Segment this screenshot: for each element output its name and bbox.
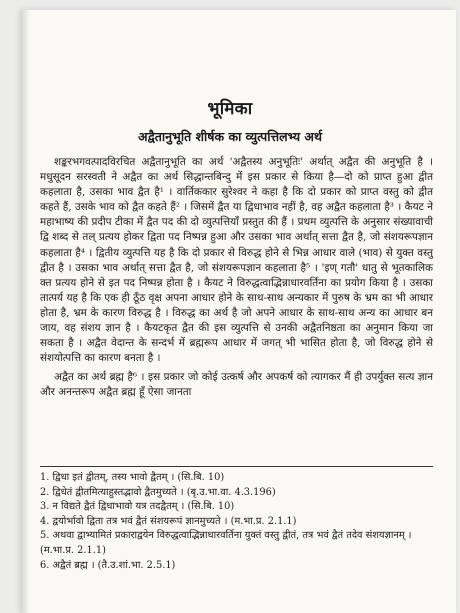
footnote: 1. द्विधा इतं द्वीतम्, तस्य भावो द्वैतम् । (सि.बि. 10) <box>40 472 225 483</box>
footnote: 6. अद्वैतं ब्रह्म । (तै.उ.शां.भा. 2.5.1) <box>40 559 176 571</box>
paragraph: शङ्करभगवत्पादविरचित अद्वैतानुभूति का अर्थ 'अद्वैतस्य अनुभूतिः' अर्थात् अद्वैत की अनुभूति है । मधुसूदन सरस्वती ने अद्वैत का अर्थ सिद्धान्तबिन्दु में इस प्रकार से किया है—दो को प्राप्त हुआ द्वीत कहलाता है, उसका भाव द्वैत है¹ । वार्तिककार सुरेश्वर ने कहा है कि दो प्रकार को प्राप्त वस्तु को द्वीत कहते हैं, उसके भाव को द्वैत कहते हैं² । जिसमें द्वैत या द्विधाभाव नहीं है, वह अद्वैत कहलाता है³ । कैयट ने महाभाष्य की प्रदीप टीका में द्वैत पद की दो व्युत्पत्तियाँ प्रस्तुत की हैं । प्रथम व्युत्पत्ति के अनुसार संख्यावाची द्वि शब्द से तल् प्रत्यय होकर द्विता पद निष्पन्न हुआ और उसका भाव अर्थात् सत्ता द्वैत है, जो संशयरूपज्ञान कहलाता है⁴ । द्वितीय व्युत्पत्ति यह है कि दो प्रकार से विरुद्ध होने से भिन्न आधार वाले (भाव) से युक्त वस्तु द्वीत है । उसका भाव अर्थात् सत्ता द्वैत है, जो संशयरूपज्ञान कहलाता है⁵ । 'इण् गतौ' धातु से भूतकालिक क्त प्रत्यय होने से इत पद निष्पन्न होता है । कैयट ने विरुद्धत्वाद्भिन्नाधारवर्तिना का प्रयोग किया है । उसका तात्पर्य यह है कि एक ही ठूँठ वृक्ष अपना आधार होने के साथ-साथ अन्यकार में पुरुष के भ्रम का भी आधार होता है, भ्रम के कारण विरुद्ध है । विरुद्ध का अर्थ है जो अपने आधार के साथ-साथ अन्य का आधार बन जाय, वह संशय ज्ञान है । कैयटकृत द्वैत की इस व्युत्पत्ति से उनकी अद्वैतनिष्ठता का अनुमान किया जा सकता है । अद्वैत वेदान्त के सन्दर्भ में ब्रह्मरूप आधार में जगत् भी भासित होता है, जो विरुद्ध होने से संशयोत्पत्ति का कारण बनता है । <box>40 156 433 365</box>
footnote-divider <box>40 466 433 467</box>
body-text <box>40 155 433 401</box>
section-subheading: अद्वैतानुभूति शीर्षक का व्युत्पत्तिलभ्य अर्थ <box>138 129 322 144</box>
footnote: 2. द्विधेतं द्वीतमित्याहुस्तद्भावो द्वैतमुच्यते । (बृ.उ.भा.वा. 4.3.196) <box>40 486 276 498</box>
footnote: 3. न विद्यते द्वैतं द्विधाभावो यत्र तदद्वैतम् । (सि.बि. 10) <box>40 501 235 513</box>
footnote: 4. द्वयोर्भावो द्विता तत्र भवं द्वैतं संशयरूपं ज्ञानमुच्यते । (म.भा.प्र. 2.1.1) <box>40 515 297 527</box>
footnotes <box>40 471 433 573</box>
paragraph: अद्वैत का अर्थ ब्रह्म है⁶ । इस प्रकार जो कोई उत्कर्ष और अपकर्ष को त्यागकर मैं ही उपर्युक्त सत्य ज्ञान और अनन्तरूप अद्वैत ब्रह्म हूँ ऐसा जानता <box>40 371 433 399</box>
page-heading: भूमिका <box>207 99 253 119</box>
footnote: 5. अथवा द्वाभ्यामितं प्रकाराद्वयेन विरुद्धत्वाद्भिन्नाधारवर्तिना युक्तं वस्तु द्वीतं, तत्र भवं द्वैतं तदेव संशयज्ञानम् । (म.भा.प्र. 2.1.1) <box>40 530 412 556</box>
